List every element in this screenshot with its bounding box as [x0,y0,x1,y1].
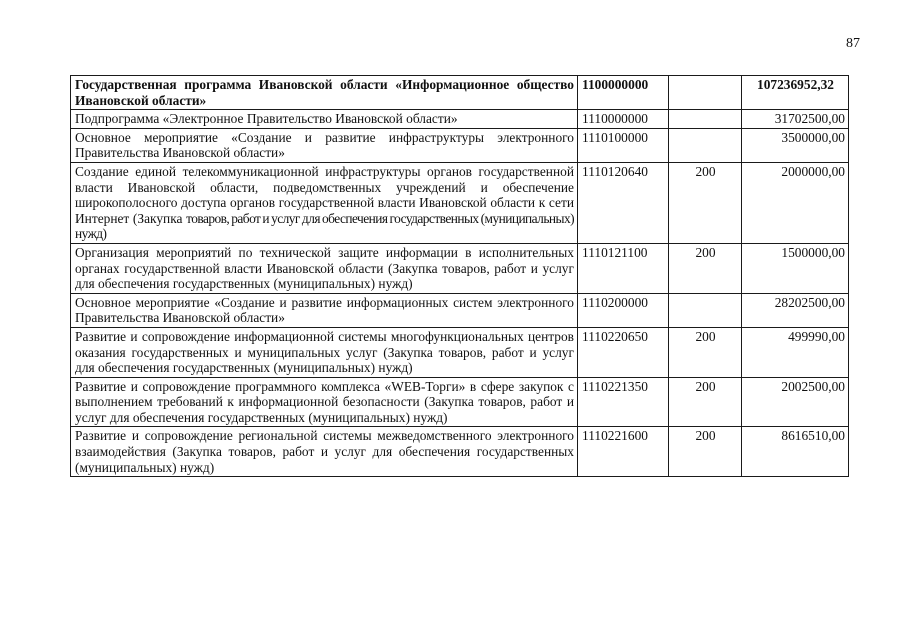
row-sum: 499990,00 [742,327,849,377]
row-sum: 107236952,32 [742,76,849,110]
table-row [71,110,849,129]
row-name: Организация мероприятий по технической защите информации в исполнительных органах государственной власти Ивановской области (Закупка товаров, работ и услуг для обеспечения государственных (муниципальных) нужд) [71,243,578,293]
table-row [71,128,849,162]
row-sum: 31702500,00 [742,110,849,129]
row-name: Основное мероприятие «Создание и развитие информационных систем электронного Правительства Ивановской области» [71,293,578,327]
row-name: Государственная программа Ивановской области «Информационное общество Ивановской области» [71,76,578,110]
table-row [71,377,849,427]
row-expense-type: 200 [669,162,742,243]
page-number: 87 [846,36,860,51]
row-expense-type: 200 [669,243,742,293]
row-expense-type [669,110,742,129]
table-row [71,162,849,243]
table-row [71,327,849,377]
row-code: 1100000000 [578,76,669,110]
row-name: Основное мероприятие «Создание и развитие инфраструктуры электронного Правительства Ивановской области» [71,128,578,162]
row-expense-type [669,293,742,327]
budget-table [70,75,849,477]
row-code: 1110200000 [578,293,669,327]
row-code: 1110220650 [578,327,669,377]
row-sum: 28202500,00 [742,293,849,327]
table-row [71,243,849,293]
row-name: Подпрограмма «Электронное Правительство Ивановской области» [71,110,578,129]
row-name: Развитие и сопровождение региональной системы межведомственного электронного взаимодействия (Закупка товаров, работ и услуг для обеспечения государственных (муниципальных) нужд) [71,427,578,477]
table-row [71,427,849,477]
row-name-tail: товаров, работ и услуг для обеспечения государственных (муниципальных) нужд) [75,210,574,242]
row-code: 1110121100 [578,243,669,293]
table-row [71,293,849,327]
row-code: 1110221350 [578,377,669,427]
row-code: 1110000000 [578,110,669,129]
table-row [71,76,849,110]
row-name-main: Создание единой телекоммуникационной инфраструктуры органов государственной власти Ивановской области, подведомственных учреждений и обеспечение широкополосного доступа органов государственной власти Ивановской области к сети Интернет (Закупка [75,163,574,226]
row-sum: 2000000,00 [742,162,849,243]
row-code: 1110221600 [578,427,669,477]
row-name: Развитие и сопровождение программного комплекса «WEB-Торги» в сфере закупок с выполнением требований к информационной безопасности (Закупка товаров, работ и услуг для обеспечения государственных (муниципальных) нужд) [71,377,578,427]
row-expense-type: 200 [669,377,742,427]
row-expense-type [669,76,742,110]
row-sum: 3500000,00 [742,128,849,162]
row-sum: 8616510,00 [742,427,849,477]
row-expense-type: 200 [669,327,742,377]
row-name [71,162,578,243]
row-code: 1110100000 [578,128,669,162]
row-sum: 2002500,00 [742,377,849,427]
row-expense-type: 200 [669,427,742,477]
row-expense-type [669,128,742,162]
row-code: 1110120640 [578,162,669,243]
row-sum: 1500000,00 [742,243,849,293]
row-name: Развитие и сопровождение информационной системы многофункциональных центров оказания государственных и муниципальных услуг (Закупка товаров, работ и услуг для обеспечения государственных (муниципальных) нужд) [71,327,578,377]
